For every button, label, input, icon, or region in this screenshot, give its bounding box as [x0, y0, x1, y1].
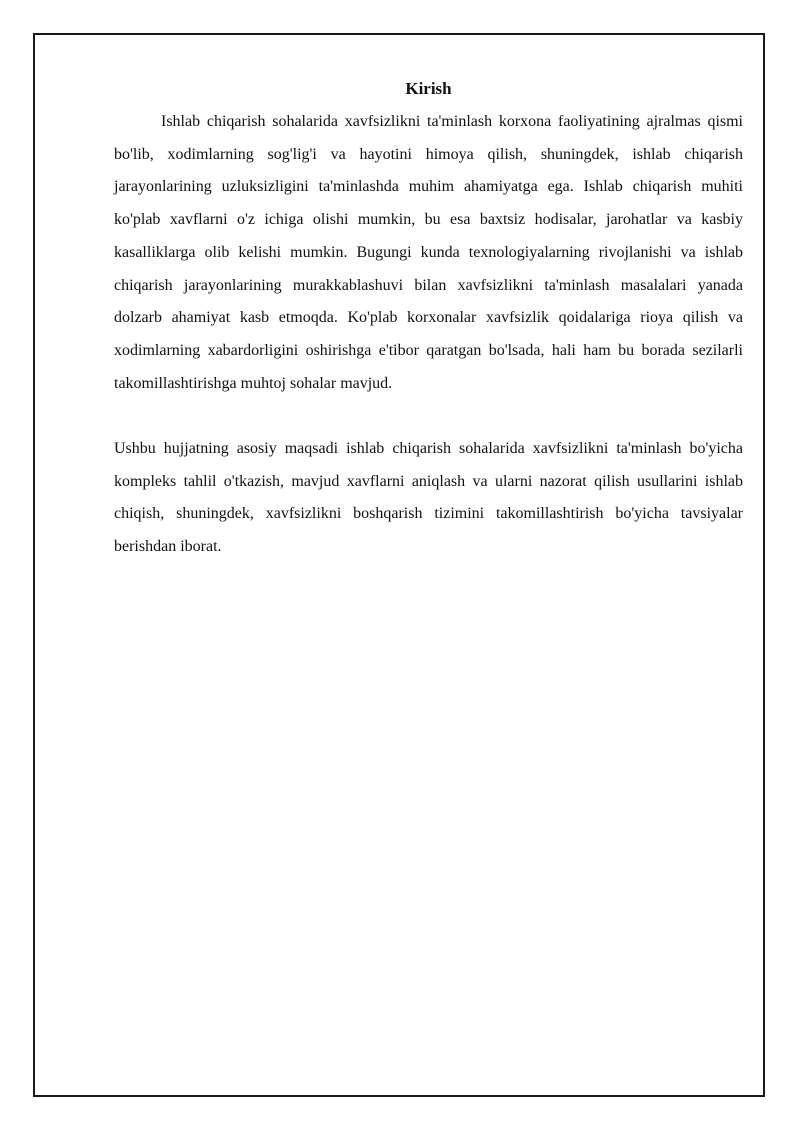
paragraph-gap [114, 400, 743, 433]
paragraph-intro: Ishlab chiqarish sohalarida xavfsizlikni ta'minlash korxona faoliyatining ajralmas qismi bo'lib, xodimlarning sog'lig'i va hayotini himoya qilish, shuningdek, ishlab chiqarish jarayonlarining uzluksizligini ta'minlashda muhim ahamiyatga ega. Ishlab chiqarish muhiti ko'plab xavflarni o'z ichiga olishi mumkin, bu esa baxtsiz hodisalar, jarohatlar va kasbiy kasalliklarga olib kelishi mumkin. Bugungi kunda texnologiyalarning rivojlanishi va ishlab chiqarish jarayonlarining murakkablashuvi bilan xavfsizlikni ta'minlash masalalari yanada dolzarb ahamiyat kasb etmoqda. Ko'plab korxonalar xavfsizlik qoidalariga rioya qilish va xodimlarning xabardorligini oshirishga e'tibor qaratgan bo'lsada, hali ham bu borada sezilarli takomillashtirishga muhtoj sohalar mavjud. [114, 113, 743, 392]
paragraph-purpose: Ushbu hujjatning asosiy maqsadi ishlab chiqarish sohalarida xavfsizlikni ta'minlash bo'yicha kompleks tahlil o'tkazish, mavjud xavflarni aniqlash va ularni nazorat qilish usullarini ishlab chiqish, shuningdek, xavfsizlikni boshqarish tizimini takomillashtirish bo'yicha tavsiyalar berishdan iborat. [114, 440, 743, 556]
document-title: Kirish [405, 79, 452, 98]
document-body [114, 74, 743, 564]
